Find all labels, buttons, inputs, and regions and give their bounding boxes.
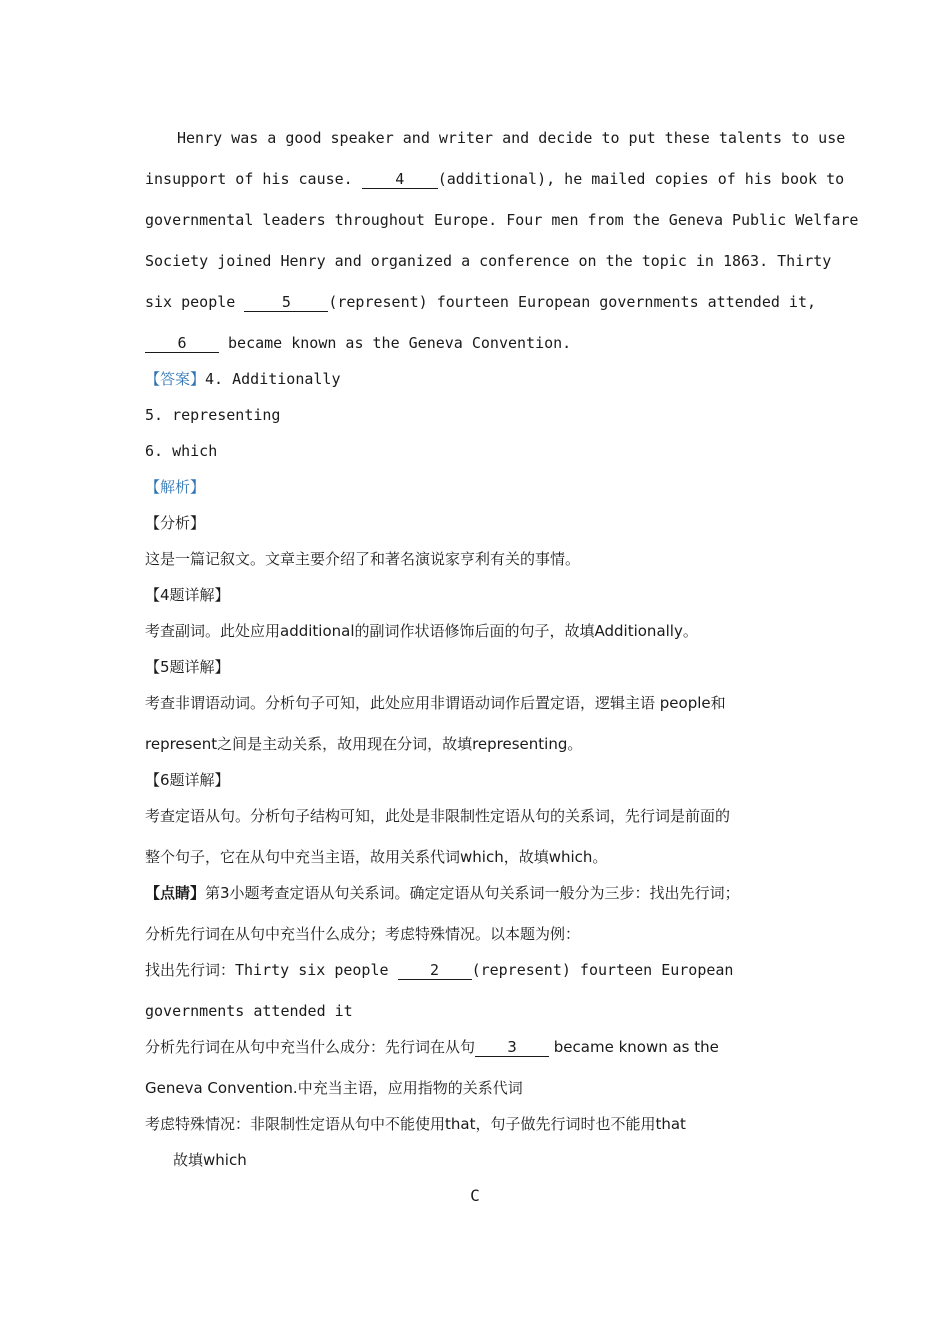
blank-2: 2: [398, 962, 472, 980]
q6-label: 【6题详解】: [145, 771, 230, 789]
tip-conclusion: 故填which: [173, 1151, 247, 1169]
answer-4: 4. Additionally: [205, 370, 341, 388]
tip-text: 第3小题考查定语从句关系词。确定定语从句关系词一般分为三步：找出先行词；: [205, 884, 740, 902]
passage-text: six people: [145, 293, 245, 311]
tip-text: 找出先行词：Thirty six people: [145, 961, 398, 979]
q5-label: 【5题详解】: [145, 658, 230, 676]
q5-text-1: 考查非谓语动词。分析句子可知，此处应用非谓语动词作后置定语，逻辑主语 people和: [145, 694, 726, 712]
answer-5: 5. representing: [145, 406, 281, 424]
tip-text: became known as the: [549, 1038, 719, 1056]
blank-5: 5: [244, 294, 328, 312]
passage-text: (represent) fourteen European governments attended it,: [328, 293, 817, 311]
tip-line-2: 分析先行词在从句中充当什么成分；考虑特殊情况。以本题为例：: [145, 925, 581, 943]
passage-text: insupport of his cause.: [145, 170, 362, 188]
passage-text: became known as the Geneva Convention.: [219, 334, 572, 352]
tip-text: (represent) fourteen European: [471, 961, 734, 979]
tip-step-3: 考虑特殊情况：非限制性定语从句中不能使用that，句子做先行词时也不能用that: [145, 1115, 686, 1133]
passage-text: (additional), he mailed copies of his book to: [437, 170, 845, 188]
q4-label: 【4题详解】: [145, 586, 230, 604]
passage-line-1: Henry was a good speaker and writer and decide to put these talents to use: [177, 129, 846, 147]
fenxi-text: 这是一篇记叙文。文章主要介绍了和著名演说家亨利有关的事情。: [145, 550, 581, 568]
q6-text-1: 考查定语从句。分析句子结构可知，此处是非限制性定语从句的关系词，先行词是前面的: [145, 807, 731, 825]
q4-text: 考查副词。此处应用additional的副词作状语修饰后面的句子，故填Additionally。: [145, 622, 698, 640]
passage-line-6: [145, 333, 571, 353]
answer-6: 6. which: [145, 442, 218, 460]
q5-text-2: represent之间是主动关系，故用现在分词，故填representing。: [145, 735, 583, 753]
q6-text-2: 整个句子，它在从句中充当主语，故用关系代词which，故填which。: [145, 848, 608, 866]
passage-line-3: governmental leaders throughout Europe. Four men from the Geneva Public Welfare: [145, 211, 859, 229]
tip-step-2-cont: Geneva Convention.中充当主语，应用指物的关系代词: [145, 1079, 523, 1097]
passage-line-2: [145, 169, 844, 189]
tip-line-1: [145, 883, 740, 903]
blank-4: 4: [362, 171, 438, 189]
fenxi-label: 【分析】: [145, 514, 206, 532]
passage-line-4: Society joined Henry and organized a conference on the topic in 1863. Thirty: [145, 252, 832, 270]
blank-6: 6: [145, 335, 219, 353]
blank-3: 3: [475, 1039, 549, 1057]
tip-text: 分析先行词在从句中充当什么成分：先行词在从句: [145, 1038, 476, 1056]
analysis-label: 【解析】: [145, 478, 206, 496]
passage-line-5: [145, 292, 816, 312]
answer-line-4: [145, 369, 340, 389]
tip-step-1: [145, 960, 733, 980]
answer-label: 【答案】: [145, 370, 206, 388]
tip-step-1-cont: governments attended it: [145, 1002, 353, 1020]
tip-step-2: [145, 1037, 719, 1057]
section-heading-c: C: [470, 1186, 480, 1205]
tip-label: 【点睛】: [145, 884, 206, 902]
